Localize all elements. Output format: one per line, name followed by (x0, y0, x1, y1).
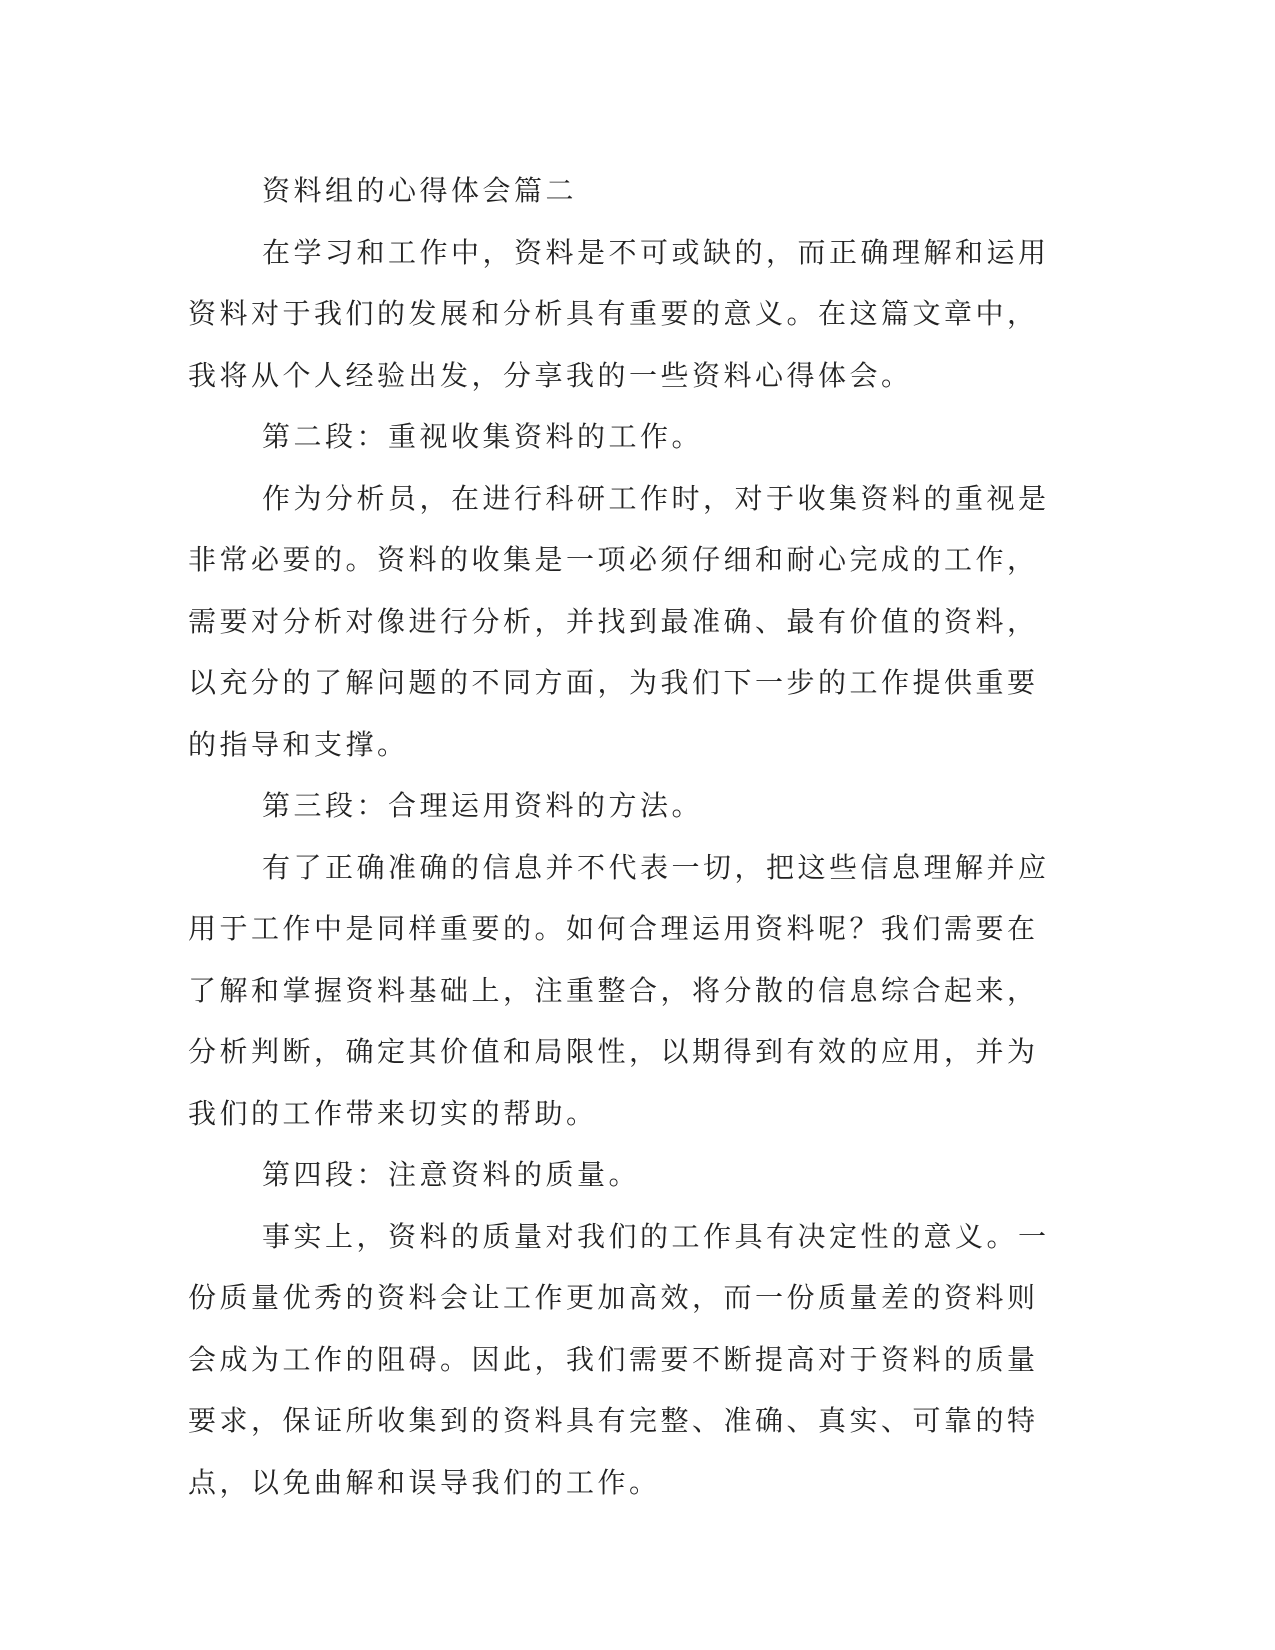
section-heading-4: 第四段：注意资料的质量。 (262, 1158, 641, 1191)
paragraph-use: 有了正确准确的信息并不代表一切，把这些信息理解并应用于工作中是同样重要的。如何合理运用资料呢？我们需要在了解和掌握资料基础上，注重整合，将分散的信息综合起来，分析判断，确定其价值和局限性，以期得到有效的应用，并为我们的工作带来切实的帮助。 (188, 850, 1050, 1130)
paragraph-intro: 在学习和工作中，资料是不可或缺的，而正确理解和运用资料对于我们的发展和分析具有重要的意义。在这篇文章中，我将从个人经验出发，分享我的一些资料心得体会。 (188, 235, 1050, 392)
paragraph-quality: 事实上，资料的质量对我们的工作具有决定性的意义。一份质量优秀的资料会让工作更加高效，而一份质量差的资料则会成为工作的阻碍。因此，我们需要不断提高对于资料的质量要求，保证所收集到的资料具有完整、准确、真实、可靠的特点，以免曲解和误导我们的工作。 (188, 1219, 1050, 1499)
document-body (188, 160, 1058, 1513)
section-heading-2: 第二段：重视收集资料的工作。 (262, 420, 704, 453)
section-heading-3: 第三段：合理运用资料的方法。 (262, 789, 704, 822)
paragraph-collect: 作为分析员，在进行科研工作时，对于收集资料的重视是非常必要的。资料的收集是一项必须仔细和耐心完成的工作，需要对分析对像进行分析，并找到最准确、最有价值的资料，以充分的了解问题的不同方面，为我们下一步的工作提供重要的指导和支撑。 (188, 481, 1050, 761)
document-title: 资料组的心得体会篇二 (262, 174, 578, 207)
